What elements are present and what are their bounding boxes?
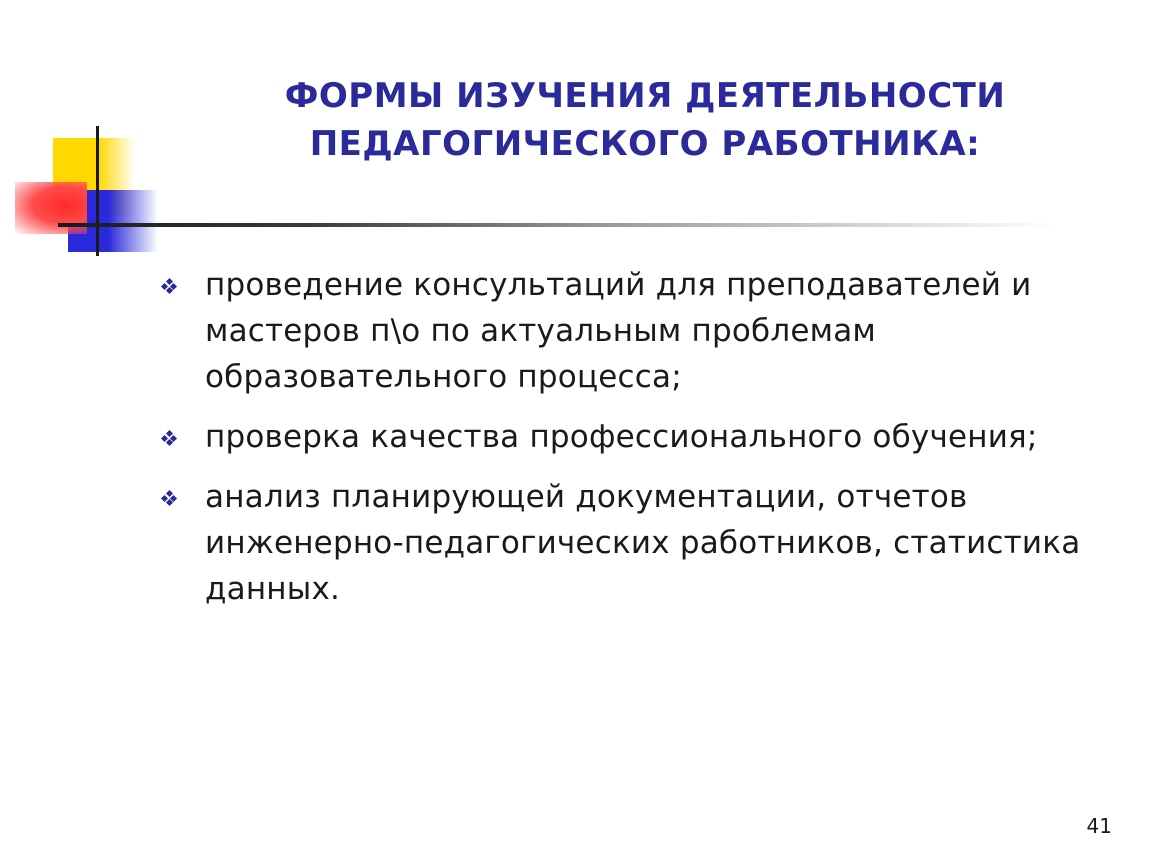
slide-title [180,72,1110,168]
bullet-list [160,262,1120,626]
page-number: 41 [1086,814,1112,838]
corner-decoration [0,0,180,270]
bullet-item [160,414,1120,460]
vertical-rule [96,126,99,256]
bullet-text: проверка качества профессионального обучения; [205,419,1038,455]
four-diamond-bullet-icon [162,279,176,293]
four-diamond-bullet-icon [162,491,176,505]
bullet-item [160,262,1120,400]
bullet-text: проведение консультаций для преподавателей и мастеров п\о по актуальным проблемам образовательного процесса; [205,267,1032,395]
slide-title-line-2: ПЕДАГОГИЧЕСКОГО РАБОТНИКА: [309,124,981,164]
slide-title-line-1: ФОРМЫ ИЗУЧЕНИЯ ДЕЯТЕЛЬНОСТИ [284,76,1006,116]
title-underline-rule [58,223,1058,227]
bullet-item [160,474,1120,612]
bullet-text: анализ планирующей документации, отчетов инженерно-педагогических работников, статистика данных. [205,479,1081,607]
four-diamond-bullet-icon [162,431,176,445]
